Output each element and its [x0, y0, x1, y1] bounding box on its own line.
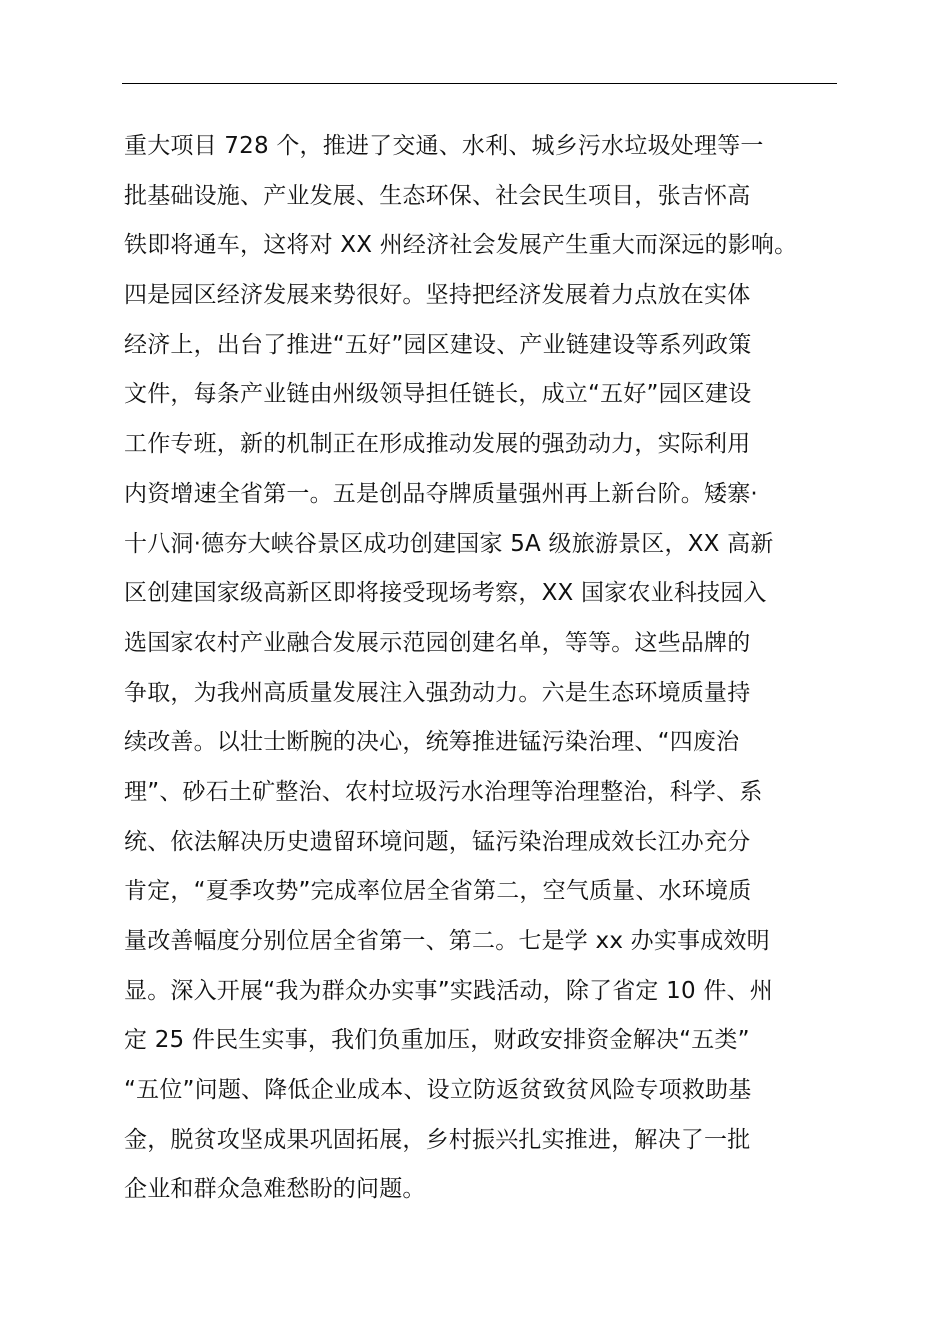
text-line: 四是园区经济发展来势很好。坚持把经济发展着力点放在实体: [124, 282, 751, 309]
text-line: 区创建国家级高新区即将接受现场考察，XX 国家农业科技园入: [124, 580, 767, 607]
text-line: 铁即将通车，这将对 XX 州经济社会发展产生重大而深远的影响。: [124, 232, 798, 259]
text-line: 显。深入开展“我为群众办实事”实践活动，除了省定 10 件、州: [124, 977, 773, 1004]
text-line: 争取，为我州高质量发展注入强劲动力。六是生态环境质量持: [124, 679, 751, 706]
text-line: 文件，每条产业链由州级领导担任链长，成立“五好”园区建设: [124, 381, 752, 408]
header-rule: [122, 83, 837, 84]
text-line: 金，脱贫攻坚成果巩固拓展，乡村振兴扎实推进，解决了一批: [124, 1126, 751, 1153]
text-line: 肯定，“夏季攻势”完成率位居全省第二，空气质量、水环境质: [124, 878, 752, 905]
document-body: [124, 122, 839, 1215]
text-line: 定 25 件民生实事，我们负重加压，财政安排资金解决“五类”: [124, 1027, 750, 1054]
text-line: 经济上，出台了推进“五好”园区建设、产业链建设等系列政策: [124, 331, 752, 358]
text-line: 重大项目 728 个，推进了交通、水利、城乡污水垃圾处理等一: [124, 133, 764, 159]
text-line: 续改善。以壮士断腕的决心，统筹推进锰污染治理、“四废治: [124, 729, 740, 756]
text-line: 统、依法解决历史遗留环境问题，锰污染治理成效长江办充分: [124, 828, 751, 855]
text-line: 选国家农村产业融合发展示范园创建名单，等等。这些品牌的: [124, 629, 751, 656]
text-line: “五位”问题、降低企业成本、设立防返贫致贫风险专项救助基: [124, 1077, 752, 1104]
text-line: 内资增速全省第一。五是创品夺牌质量强州再上新台阶。矮寨·: [124, 480, 758, 507]
text-line: 十八洞·德夯大峡谷景区成功创建国家 5A 级旅游景区，XX 高新: [124, 530, 774, 557]
text-line: 理”、砂石土矿整治、农村垃圾污水治理等治理整治，科学、系: [124, 778, 763, 805]
text-line: 量改善幅度分别位居全省第一、第二。七是学 xx 办实事成效明: [124, 928, 770, 954]
text-line: 企业和群众急难愁盼的问题。: [124, 1176, 426, 1203]
text-line: 工作专班，新的机制正在形成推动发展的强劲动力，实际利用: [124, 431, 751, 458]
text-line: 批基础设施、产业发展、生态环保、社会民生项目，张吉怀高: [124, 182, 751, 209]
